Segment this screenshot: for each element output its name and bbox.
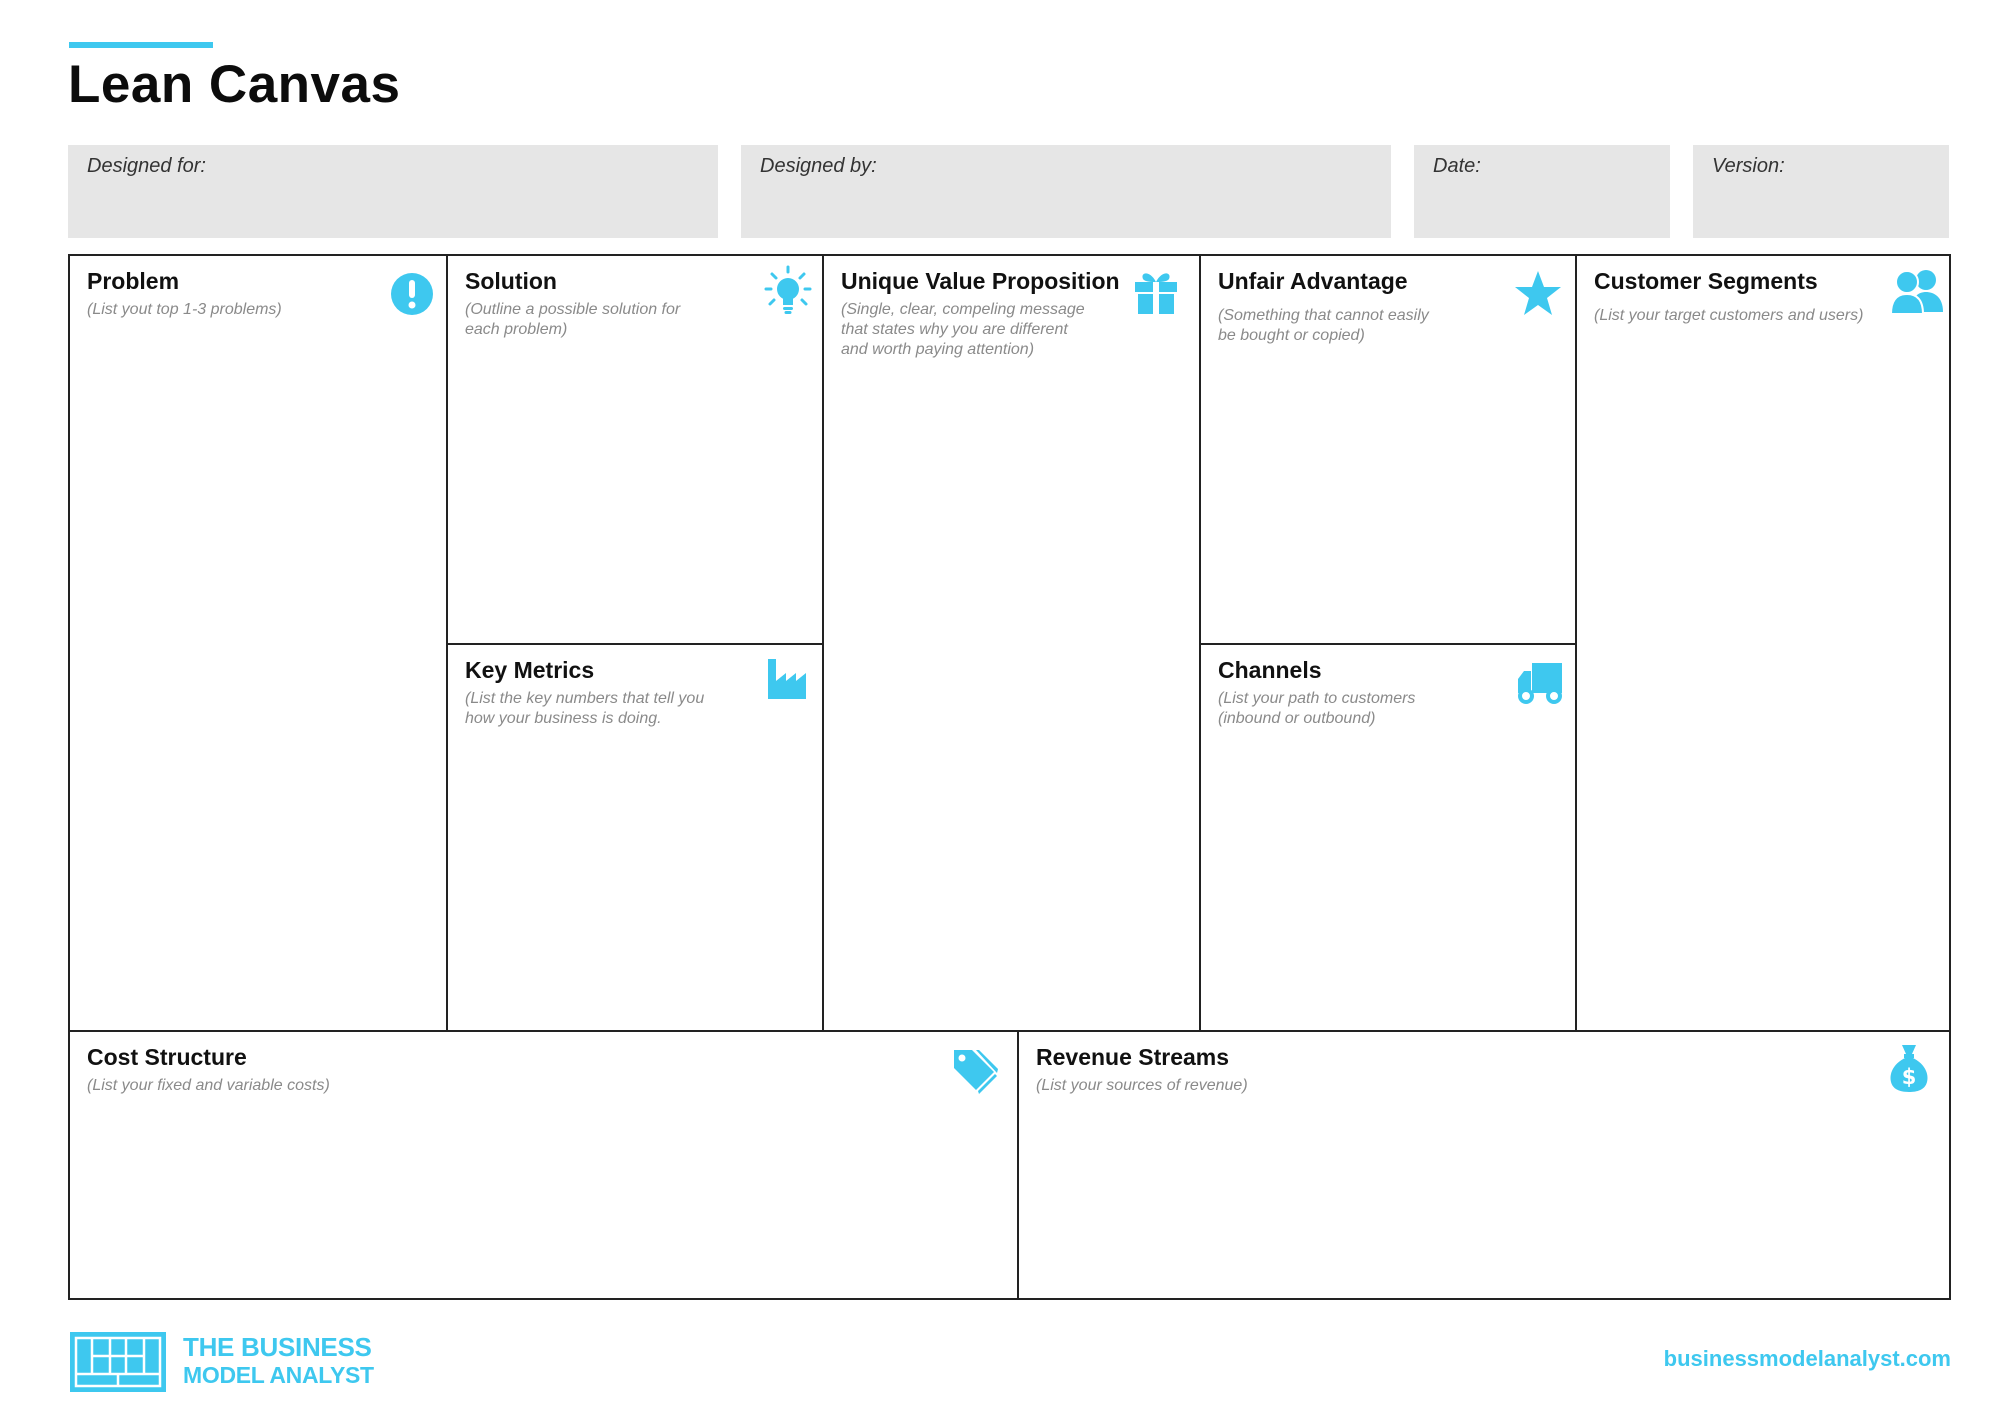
website-link[interactable]: businessmodelanalyst.com	[1663, 1346, 1951, 1371]
version-label: Version:	[1712, 155, 1785, 177]
date-label: Date:	[1433, 155, 1481, 177]
gift-icon	[1130, 266, 1182, 318]
designed-for-label: Designed for:	[87, 155, 206, 177]
revenue-streams-block[interactable]	[1017, 1030, 1949, 1298]
designed-by-field[interactable]	[741, 145, 1391, 238]
customer-segments-hint: (List your target customers and users)	[1594, 307, 1864, 324]
solution-title: Solution	[465, 268, 557, 294]
date-field[interactable]	[1414, 145, 1670, 238]
key-metrics-title: Key Metrics	[465, 657, 595, 683]
solution-hint: (Outline a possible solution for each problem)	[465, 301, 681, 338]
truck-icon	[1514, 657, 1566, 709]
uvp-title: Unique Value Proposition	[841, 268, 1120, 294]
key-metrics-block[interactable]	[446, 643, 822, 1030]
version-field[interactable]	[1693, 145, 1949, 238]
problem-title: Problem	[87, 268, 180, 294]
unique-value-proposition-block[interactable]	[822, 256, 1199, 1030]
unfair-advantage-block[interactable]	[1199, 256, 1575, 643]
exclamation-circle-icon	[386, 268, 438, 320]
key-metrics-hint: (List the key numbers that tell you how your business is doing.	[465, 690, 705, 727]
lean-canvas-grid	[68, 254, 1951, 1300]
problem-hint: (List yout top 1-3 problems)	[87, 301, 282, 318]
channels-title: Channels	[1218, 657, 1322, 683]
lightbulb-icon	[762, 264, 814, 316]
factory-icon	[762, 655, 814, 707]
uvp-hint: (Single, clear, compeling message that states why you are different and worth paying attention)	[841, 301, 1085, 358]
star-icon	[1512, 268, 1564, 320]
designed-for-field[interactable]	[68, 145, 718, 238]
cost-structure-title: Cost Structure	[87, 1044, 247, 1070]
page-title: Lean Canvas	[68, 55, 401, 114]
brand-line-2: MODEL ANALYST	[183, 1362, 374, 1388]
revenue-streams-title: Revenue Streams	[1036, 1044, 1230, 1070]
brand-logo	[68, 1330, 168, 1394]
revenue-streams-hint: (List your sources of revenue)	[1036, 1077, 1248, 1094]
cost-structure-hint: (List your fixed and variable costs)	[87, 1077, 330, 1094]
solution-block[interactable]	[446, 256, 822, 643]
customer-segments-title: Customer Segments	[1594, 268, 1818, 294]
customer-segments-block[interactable]	[1575, 256, 1949, 1030]
svg-text:$: $	[1901, 1065, 1917, 1089]
channels-hint: (List your path to customers (inbound or outbound)	[1218, 690, 1416, 727]
channels-block[interactable]	[1199, 643, 1575, 1030]
unfair-advantage-hint: (Something that cannot easily be bought or copied)	[1218, 307, 1429, 344]
problem-block[interactable]	[70, 256, 446, 1030]
price-tag-icon	[948, 1044, 1000, 1096]
brand-name	[183, 1333, 374, 1389]
title-accent-bar	[69, 42, 213, 48]
users-icon	[1889, 266, 1945, 318]
money-bag-icon	[1883, 1042, 1935, 1094]
unfair-advantage-title: Unfair Advantage	[1218, 268, 1408, 294]
designed-by-label: Designed by:	[760, 155, 877, 177]
cost-structure-block[interactable]	[70, 1030, 1017, 1298]
brand-line-1: THE BUSINESS	[183, 1332, 372, 1362]
